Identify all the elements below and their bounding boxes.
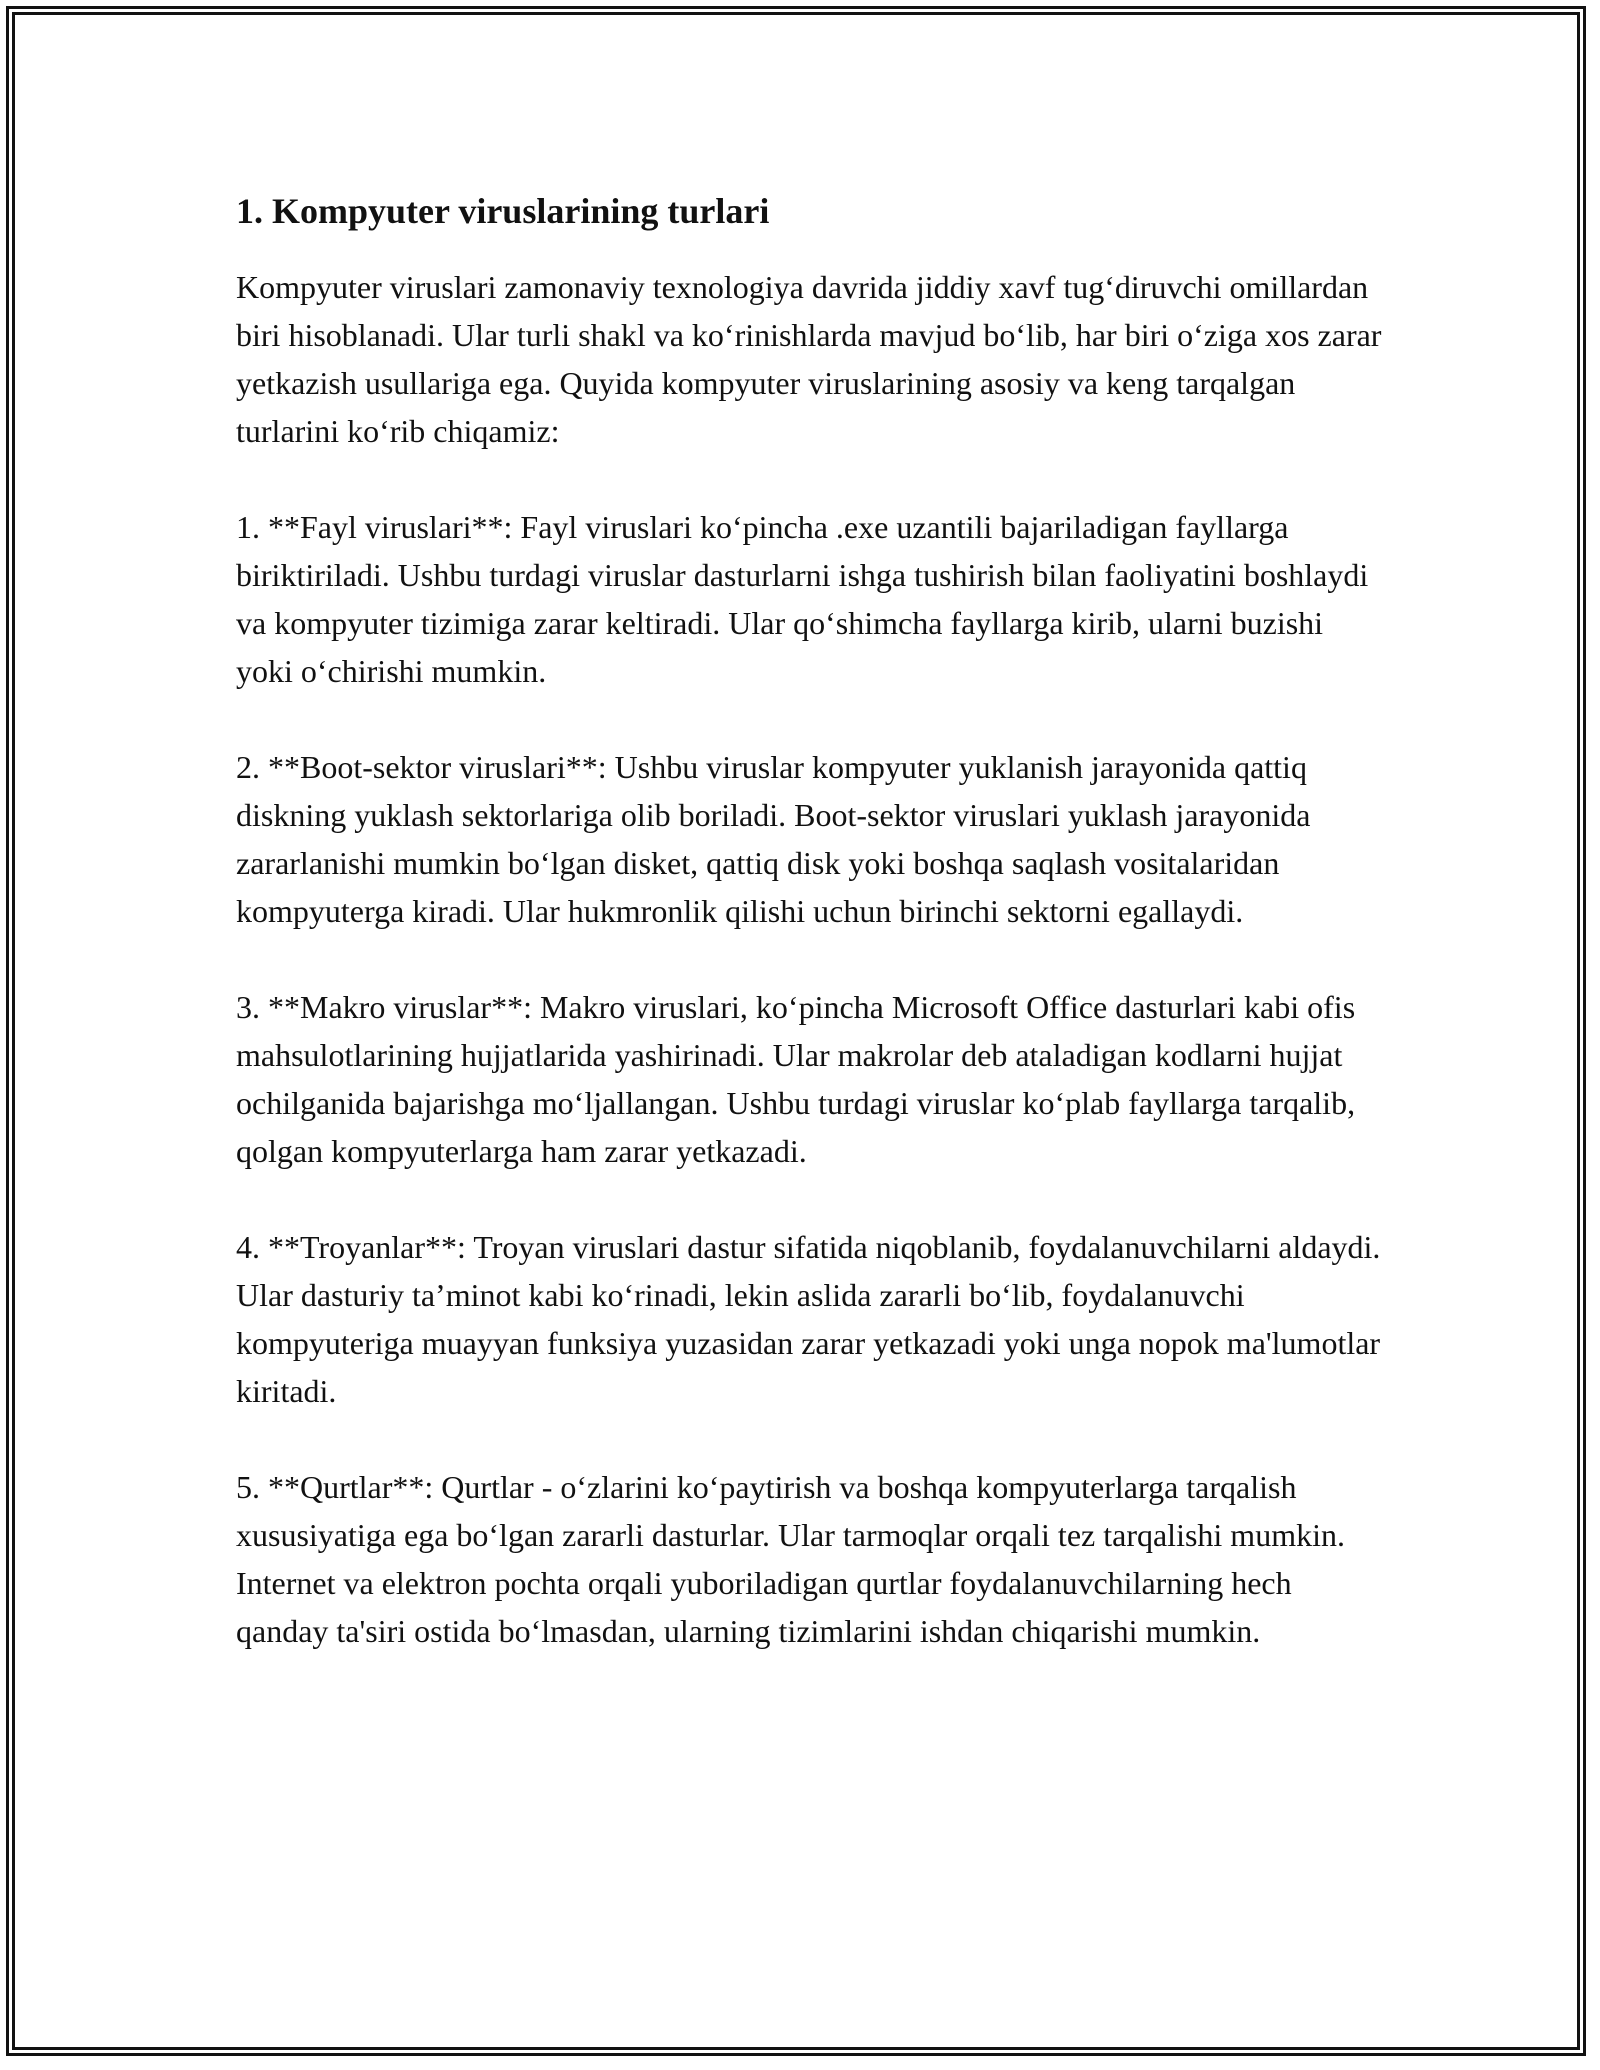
list-item-file-viruses: 1. **Fayl viruslari**: Fayl viruslari ko‘pincha .exe uzantili bajariladigan fayllarga biriktiriladi. Ushbu turdagi viruslar dasturlarni ishga tushirish bilan faoliyatini boshlaydi va kompyuter tizimiga zarar keltiradi. Ular qo‘shimcha fayllarga kirib, ularni buzishi yoki o‘chirishi mumkin. — [236, 508, 1369, 689]
list-item-trojans: 4. **Troyanlar**: Troyan viruslari dastur sifatida niqoblanib, foydalanuvchilarni aldaydi. Ular dasturiy ta’minot kabi ko‘rinadi, lekin aslida zararli bo‘lib, foydalanuvchi kompyuteriga muayyan funksiya yuzasidan zarar yetkazadi yoki unga nopok ma'lumotlar kiritadi. — [236, 1228, 1381, 1409]
document-body — [236, 188, 1386, 1703]
intro-paragraph: Kompyuter viruslari zamonaviy texnologiya davrida jiddiy xavf tug‘diruvchi omillardan biri hisoblanadi. Ular turli shakl va ko‘rinishlarda mavjud bo‘lib, har biri o‘ziga xos zarar yetkazish usullariga ega. Quyida kompyuter viruslarining asosiy va keng tarqalgan turlarini ko‘rib chiqamiz: — [236, 268, 1382, 449]
list-item-boot-sector-viruses: 2. **Boot-sektor viruslari**: Ushbu viruslar kompyuter yuklanish jarayonida qattiq diskning yuklash sektorlariga olib boriladi. Boot-sektor viruslari yuklash jarayonida zararlanishi mumkin bo‘lgan disket, qattiq disk yoki boshqa saqlash vositalaridan kompyuterga kiradi. Ular hukmronlik qilishi uchun birinchi sektorni egallaydi. — [236, 748, 1311, 929]
list-item-worms: 5. **Qurtlar**: Qurtlar - o‘zlarini ko‘paytirish va boshqa kompyuterlarga tarqalish xususiyatiga ega bo‘lgan zararli dasturlar. Ular tarmoqlar orqali tez tarqalishi mumkin. Internet va elektron pochta orqali yuboriladigan qurtlar foydalanuvchilarning hech qanday ta'siri ostida bo‘lmasdan, ularning tizimlarini ishdan chiqarishi mumkin. — [236, 1468, 1345, 1649]
section-heading: 1. Kompyuter viruslarining turlari — [236, 191, 770, 231]
list-item-macro-viruses: 3. **Makro viruslar**: Makro viruslari, ko‘pincha Microsoft Office dasturlari kabi ofis mahsulotlarining hujjatlarida yashirinadi. Ular makrolar deb ataladigan kodlarni hujjat ochilganida bajarishga mo‘ljallangan. Ushbu turdagi viruslar ko‘plab fayllarga tarqalib, qolgan kompyuterlarga ham zarar yetkazadi. — [236, 988, 1356, 1169]
